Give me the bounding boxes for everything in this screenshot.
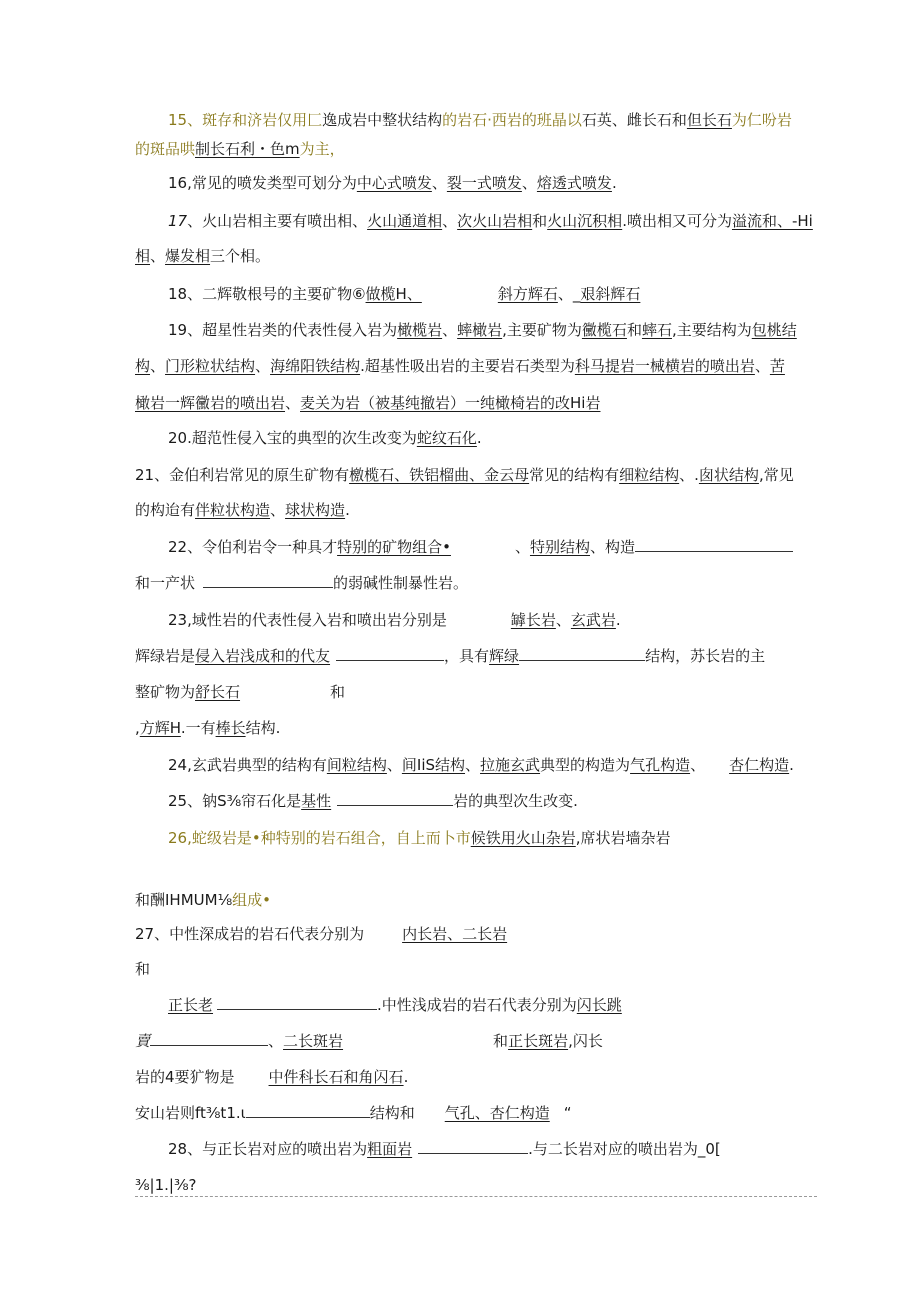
answer: 球状构造: [285, 501, 346, 519]
text: ,主要结构为: [671, 321, 752, 339]
q27-line2: [135, 959, 150, 979]
text: 、: [386, 756, 402, 774]
answer: 气孔构造: [630, 756, 691, 774]
q22-line2: [135, 573, 468, 593]
answer: 气孔、杏仁构造: [444, 1104, 550, 1122]
answer: 特别结构: [529, 538, 590, 556]
text: 、: [690, 756, 706, 774]
text: 18、二辉敬根号的主要矿物⑥: [168, 285, 366, 303]
q23-line1: [168, 610, 621, 630]
answer: 中心式喷发: [356, 174, 432, 192]
answer: 黴榄石: [581, 321, 627, 339]
text: 和: [135, 960, 151, 978]
text: 岩的典型次生改变.: [453, 792, 578, 810]
text: 、_: [557, 285, 581, 303]
text: 、: [754, 357, 770, 375]
answer: 相: [135, 247, 151, 265]
answer: 艰斜辉石: [580, 285, 641, 303]
question-number: 17: [168, 212, 188, 230]
text: 22、令伯利岩令一种具才: [168, 538, 338, 556]
text: 、.: [679, 466, 699, 484]
text: .: [789, 756, 794, 774]
text: 21、金伯利岩常见的原生矿物有: [135, 466, 350, 484]
answer: 构: [135, 357, 151, 375]
q19-line2: [135, 356, 785, 376]
text: .: [611, 174, 617, 192]
answer: 粗面岩: [367, 1140, 413, 1158]
answer: 包桃结: [751, 321, 797, 339]
text: 结构和: [369, 1104, 415, 1122]
blank-line: [418, 1139, 528, 1154]
text: 逸成岩中整状结构: [322, 111, 443, 129]
q15-line2: [135, 139, 345, 159]
text: .: [345, 501, 350, 519]
answer: 正长斑岩: [508, 1032, 569, 1050]
text: ,: [135, 719, 140, 737]
text: .中性浅成岩的岩石代表分别为: [377, 996, 577, 1014]
answer: 苦: [769, 357, 785, 375]
text: 典型的构造为: [540, 756, 631, 774]
answer: 科马提岩一械横岩的喷出岩: [574, 357, 755, 375]
text: 和: [493, 1032, 509, 1050]
answer: 橄岩一辉黴岩的喷出岩: [135, 394, 286, 412]
answer: 二长斑岩: [283, 1032, 344, 1050]
text: 辉绿岩是: [135, 647, 196, 665]
text: 、: [255, 357, 271, 375]
q21-line1: [135, 465, 794, 485]
q18-line: [168, 284, 640, 304]
answer: 方辉H: [139, 719, 181, 737]
q27-line1: [135, 924, 507, 944]
q27-line6: [135, 1103, 572, 1123]
text: 、: [442, 212, 458, 230]
text: 24,玄武岩典型的结构有: [168, 756, 327, 774]
answer: 但长石: [686, 111, 732, 129]
text: 、: [270, 501, 286, 519]
text: 为主，: [299, 140, 345, 158]
text: 26,蛇级岩是•种特别的岩石组合，自上而卜市: [168, 829, 471, 847]
answer: 候铁用火山杂岩: [470, 829, 576, 847]
text: ,主要矿物为: [502, 321, 582, 339]
text: .: [615, 611, 621, 629]
blank-line: [337, 791, 453, 806]
blank-line: [519, 646, 645, 661]
text: 23,域性岩的代表性侵入岩和喷出岩分别是: [168, 611, 447, 629]
text: 、: [555, 611, 571, 629]
text: 、火山岩相主要有喷出相、: [187, 212, 368, 230]
q20-line: [168, 428, 482, 448]
text: 16,常见的喷发类型可划分为: [168, 174, 357, 192]
q26-line2: [135, 890, 271, 910]
answer: 特别的矿物组合•: [337, 538, 451, 556]
answer: 伴粒状构造: [195, 501, 271, 519]
text: ⅜|1.|⅜?: [135, 1176, 197, 1194]
q25-line: [168, 791, 578, 811]
text: 岩的4要犷物是: [135, 1068, 235, 1086]
answer: 火山通道相: [367, 212, 443, 230]
q24-line: [168, 755, 794, 775]
text: 、: [442, 321, 458, 339]
answer: 次火山岩相: [457, 212, 533, 230]
text: 、: [514, 538, 530, 556]
text: 賣: [135, 1032, 151, 1050]
blank-line: [217, 995, 377, 1010]
text: 27、中性深成岩的岩石代表分别为: [135, 925, 365, 943]
answer: 闪长跳: [576, 996, 622, 1014]
answer: 制长石利・色m: [195, 140, 300, 158]
text: 和酬IHMUM⅛: [135, 891, 233, 909]
text: 、: [150, 357, 166, 375]
footer-divider: [135, 1196, 817, 1197]
text: ,常见: [758, 466, 794, 484]
text: 15、斑存和济岩仅用匚: [168, 111, 323, 129]
answer: 做榄H、: [365, 285, 422, 303]
text: 的弱碱性制暴性岩。: [333, 574, 469, 592]
answer: 细粒结构: [619, 466, 680, 484]
answer: 火山沉积相: [547, 212, 623, 230]
text: .超基性吸出岩的主要岩石类型为: [360, 357, 575, 375]
text: 安山岩则ft⅜t1.ι: [135, 1104, 246, 1122]
answer: 罅长岩: [510, 611, 556, 629]
answer: 拉施玄武: [480, 756, 541, 774]
q28-line2: [135, 1175, 196, 1195]
answer: 裂一式喷发: [446, 174, 522, 192]
text: 、构造: [589, 538, 635, 556]
answer: 辉绿: [489, 647, 520, 665]
answer: 棒长: [215, 719, 246, 737]
answer: 橄榄岩: [397, 321, 443, 339]
text: 常见的结构有: [529, 466, 620, 484]
q28-line1: [168, 1139, 721, 1159]
text: 为仁吩岩: [731, 111, 792, 129]
text: 和一产状: [135, 574, 196, 592]
text: 、: [268, 1032, 284, 1050]
answer: 间IiS结构: [401, 756, 466, 774]
answer: 间粒结构: [326, 756, 387, 774]
text: 整矿物为: [135, 683, 196, 701]
q23-line2: [135, 646, 765, 666]
answer: 海绵阳铁结构: [270, 357, 361, 375]
answer: 玄武岩: [570, 611, 616, 629]
text: ，具有: [444, 647, 490, 665]
text: 、: [150, 247, 166, 265]
text: 三个相。: [210, 247, 271, 265]
q15-line1: [168, 110, 792, 130]
text: ,闪长: [568, 1032, 603, 1050]
text: 、: [431, 174, 447, 192]
text: 结构.: [245, 719, 281, 737]
text: 、: [465, 756, 481, 774]
answer: 蛇纹石化: [416, 429, 477, 447]
blank-line: [635, 537, 793, 552]
q27-line5: [135, 1067, 408, 1087]
text: “: [563, 1104, 572, 1122]
q19-line1: [168, 320, 797, 340]
answer: 杏仁构造: [729, 756, 790, 774]
blank-line: [150, 1031, 268, 1046]
answer: 熔透式喷发: [536, 174, 612, 192]
text: 19、超星性岩类的代表性侵入岩为: [168, 321, 398, 339]
text: .: [476, 429, 482, 447]
answer: 门形粒状结构: [165, 357, 256, 375]
answer: 斜方辉石: [497, 285, 558, 303]
answer: 囱状结构: [698, 466, 759, 484]
q26-line1: [168, 828, 671, 848]
q16-line: [168, 173, 617, 193]
text: 石英、雌长石和: [581, 111, 687, 129]
q23-line3: [135, 682, 345, 702]
answer: 麦关为岩（被基纯撤岩）一纯橄椅岩的改Hi岩: [300, 394, 601, 412]
answer: 爆发相: [165, 247, 211, 265]
answer: 蟀石: [641, 321, 672, 339]
text: .与二长岩对应的喷出岩为_0[: [528, 1140, 721, 1158]
text: 和: [330, 683, 346, 701]
answer: 溢流和、-Hi: [731, 212, 813, 230]
answer: 正长老: [168, 996, 214, 1014]
text: 结构，苏长岩的主: [645, 647, 766, 665]
text: ,席状岩墙杂岩: [575, 829, 671, 847]
q17-line2: [135, 246, 270, 266]
answer: 檄榄石、铁铝榴曲、金云母: [349, 466, 530, 484]
answer: 蟀橄岩: [457, 321, 503, 339]
text: .一有: [180, 719, 216, 737]
blank-line: [203, 573, 333, 588]
q27-line3: [168, 995, 622, 1015]
text: 组成•: [232, 891, 271, 909]
text: 的斑品哄: [135, 140, 196, 158]
answer: 侵入岩浅成和的代友: [195, 647, 331, 665]
text: 的岩石·西岩的班晶以: [442, 111, 582, 129]
text: 和: [532, 212, 548, 230]
answer: 基性: [301, 792, 332, 810]
q21-line2: [135, 500, 350, 520]
text: 、: [521, 174, 537, 192]
text: 25、钠S⅜帘石化是: [168, 792, 302, 810]
text: .: [403, 1068, 409, 1086]
q27-line4: [135, 1031, 603, 1051]
blank-line: [336, 646, 444, 661]
q22-line1: [168, 537, 793, 557]
answer: 中件科长石和角闪石: [268, 1068, 404, 1086]
text: 、: [285, 394, 301, 412]
q23-line4: [135, 718, 280, 738]
text: 20.超范性侵入宝的典型的次生改变为: [168, 429, 417, 447]
text: 28、与正长岩对应的喷出岩为: [168, 1140, 368, 1158]
answer: 舒长石: [195, 683, 241, 701]
text: 和: [626, 321, 642, 339]
answer: 内长岩、二长岩: [402, 925, 508, 943]
text: 的构迨有: [135, 501, 196, 519]
q17-line1: [168, 211, 813, 231]
text: .喷出相又可分为: [622, 212, 732, 230]
blank-line: [246, 1103, 370, 1118]
q19-line3: [135, 393, 600, 413]
